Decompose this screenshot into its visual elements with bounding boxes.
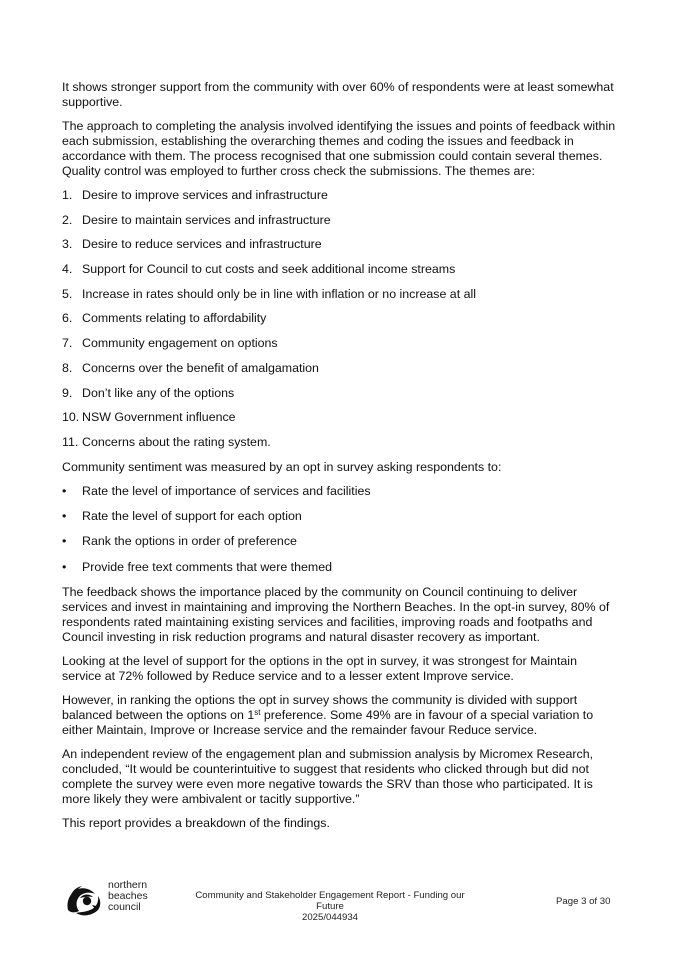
intro-paragraph-2: The approach to completing the analysis involved identifying the issues and points of feedback within each submission, establishing the overarching themes and coding the issues and feedback in accordance with them. The process recognised that one submission could contain several themes. Quality control was employed to further cross check the submissions. The themes are: xyxy=(62,119,616,178)
document-body xyxy=(62,80,618,840)
footer-report-info xyxy=(190,890,470,923)
page-footer xyxy=(0,880,675,924)
intro-paragraph-1: It shows stronger support from the community with over 60% of respondents were at least somewhat supportive. xyxy=(62,80,614,109)
closing-paragraph: This report provides a breakdown of the findings. xyxy=(62,816,330,831)
list-item: • Rank the options in order of preference xyxy=(62,534,297,549)
list-item: • Provide free text comments that were themed xyxy=(62,559,332,574)
bullet-icon: • xyxy=(62,508,67,523)
themes-list xyxy=(62,188,618,450)
survey-intro: Community sentiment was measured by an opt in survey asking respondents to: xyxy=(62,459,502,474)
list-item: 1. Desire to improve services and infrastructure xyxy=(62,188,328,202)
survey-bullet-list xyxy=(62,484,618,575)
bullet-icon: • xyxy=(62,559,67,574)
list-item: • Rate the level of importance of services and facilities xyxy=(62,483,371,498)
report-title: Community and Stakeholder Engagement Report - Funding our Future xyxy=(195,890,465,912)
list-item: 9. Don’t like any of the options xyxy=(62,385,235,400)
list-item: 7. Community engagement on options xyxy=(62,336,278,351)
list-item: • Rate the level of support for each option xyxy=(62,508,302,523)
feedback-paragraph: The feedback shows the importance placed by the community on Council continuing to deliver services and invest in maintaining and improving the Northern Beaches. In the opt-in survey, 80% of respondents rated maintaining existing services and facilities, improving roads and footpaths and Council investing in risk reduction programs and natural disaster recovery as important. xyxy=(62,585,610,645)
list-item: 10. NSW Government influence xyxy=(62,410,236,425)
bullet-icon: • xyxy=(62,534,67,549)
list-item: 6. Comments relating to affordability xyxy=(62,311,267,326)
support-paragraph: Looking at the level of support for the options in the opt in survey, it was strongest for Maintain service at 72% followed by Reduce service and to a lesser extent Improve service. xyxy=(62,654,577,684)
ranking-paragraph: However, in ranking the options the opt in survey shows the community is divided with support balanced between the options on 1st preference. Some 49% are in favour of a special variation to either Maintain, Improve or Increase service and the remainder favour Reduce service. xyxy=(62,693,594,738)
list-item: 8. Concerns over the benefit of amalgamation xyxy=(62,360,319,375)
list-item: 4. Support for Council to cut costs and seek additional income streams xyxy=(62,262,456,277)
list-item: 3. Desire to reduce services and infrastructure xyxy=(62,237,322,252)
list-item: 11. Concerns about the rating system. xyxy=(62,434,271,449)
bullet-icon: • xyxy=(62,483,67,498)
list-item: 5. Increase in rates should only be in line with inflation or no increase at all xyxy=(62,286,476,301)
review-paragraph: An independent review of the engagement plan and submission analysis by Micromex Research, concluded, “It would be counterintuitive to suggest that residents who clicked through but did not complete the survey were even more negative towards the SRV than those who participated. It is more likely they were ambivalent or tacitly supportive.” xyxy=(62,747,594,807)
page-number: Page 3 of 30 xyxy=(556,896,611,907)
logo-wordmark: northern beaches council xyxy=(108,879,148,913)
report-reference: 2025/044934 xyxy=(301,912,359,923)
list-item: 2. Desire to maintain services and infrastructure xyxy=(62,212,331,227)
